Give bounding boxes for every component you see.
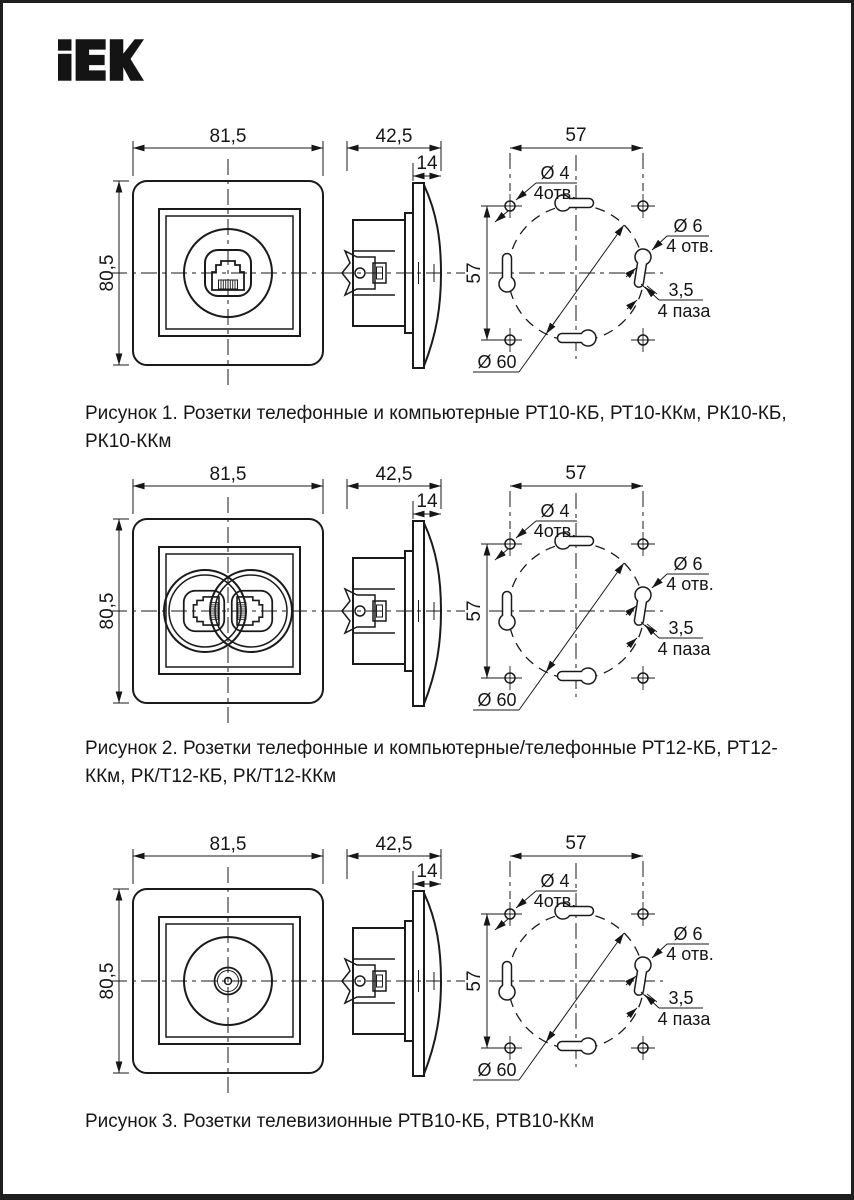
dim-hole-spacing-v-label: 57 (464, 970, 485, 992)
dim-plate-thickness-label: 14 (416, 861, 438, 882)
dim-hole-spacing-v-label: 57 (464, 600, 485, 622)
screw-hole-dia-label: Ø 4 (540, 163, 570, 183)
box-dia-label: Ø 60 (477, 690, 517, 710)
dim-depth-label: 42,5 (375, 834, 413, 855)
iek-logo (58, 39, 144, 81)
dim-depth-label: 42,5 (375, 464, 413, 485)
slot-qty-label: 4 паза (657, 639, 711, 659)
dim-front-width-label: 81,5 (209, 126, 247, 147)
screw-hole-qty-label: 4отв. (533, 183, 577, 203)
figure-1-drawing (3, 121, 854, 389)
slot-width-label: 3,5 (668, 280, 694, 300)
figure-2-caption: Рисунок 2. Розетки телефонные и компьютерные/телефонные РТ12-КБ, РТ12-ККм, РК/Т12-КБ, РК/Т12-ККм (85, 738, 778, 787)
mount-hole-qty-label: 4 отв. (666, 944, 714, 964)
front-view (111, 479, 345, 725)
side-view (336, 141, 465, 368)
mount-hole-dia-label: Ø 6 (673, 216, 703, 236)
figure-2-drawing (3, 459, 854, 727)
dim-plate-thickness-label: 14 (416, 153, 438, 174)
figure-3-drawing (3, 829, 854, 1097)
figure-3-caption: Рисунок 3. Розетки телевизионные РТВ10-КБ, РТВ10-ККм (85, 1111, 595, 1132)
dim-front-height-label: 80,5 (97, 962, 118, 1000)
slot-qty-label: 4 паза (657, 301, 711, 321)
mount-hole-dia-label: Ø 6 (673, 924, 703, 944)
dim-front-width-label: 81,5 (209, 834, 247, 855)
mount-hole-qty-label: 4 отв. (666, 574, 714, 594)
figure-1-caption: Рисунок 1. Розетки телефонные и компьютерные РТ10-КБ, РТ10-ККм, РК10-КБ, РК10-ККм (85, 403, 787, 452)
screw-hole-dia-label: Ø 4 (540, 871, 570, 891)
side-view (336, 479, 465, 706)
front-view (111, 141, 345, 387)
screw-hole-qty-label: 4отв. (533, 521, 577, 541)
dim-front-width-label: 81,5 (209, 464, 247, 485)
screw-hole-dia-label: Ø 4 (540, 501, 570, 521)
front-view (111, 849, 345, 1095)
mounting-template (473, 856, 709, 1080)
screw-hole-qty-label: 4отв. (533, 891, 577, 911)
mounting-template (473, 148, 709, 372)
mount-hole-qty-label: 4 отв. (666, 236, 714, 256)
dim-hole-spacing-v-label: 57 (464, 262, 485, 284)
dim-plate-thickness-label: 14 (416, 491, 438, 512)
side-view (336, 849, 465, 1076)
dim-front-height-label: 80,5 (97, 254, 118, 292)
slot-width-label: 3,5 (668, 618, 694, 638)
slot-qty-label: 4 паза (657, 1009, 711, 1029)
slot-width-label: 3,5 (668, 988, 694, 1008)
dim-hole-spacing-h-label: 57 (565, 125, 587, 146)
box-dia-label: Ø 60 (477, 352, 517, 372)
dim-hole-spacing-h-label: 57 (565, 833, 587, 854)
dim-front-height-label: 80,5 (97, 592, 118, 630)
mount-hole-dia-label: Ø 6 (673, 554, 703, 574)
dim-depth-label: 42,5 (375, 126, 413, 147)
dim-hole-spacing-h-label: 57 (565, 463, 587, 484)
box-dia-label: Ø 60 (477, 1060, 517, 1080)
iek-logo-letters (58, 39, 144, 80)
mounting-template (473, 486, 709, 710)
